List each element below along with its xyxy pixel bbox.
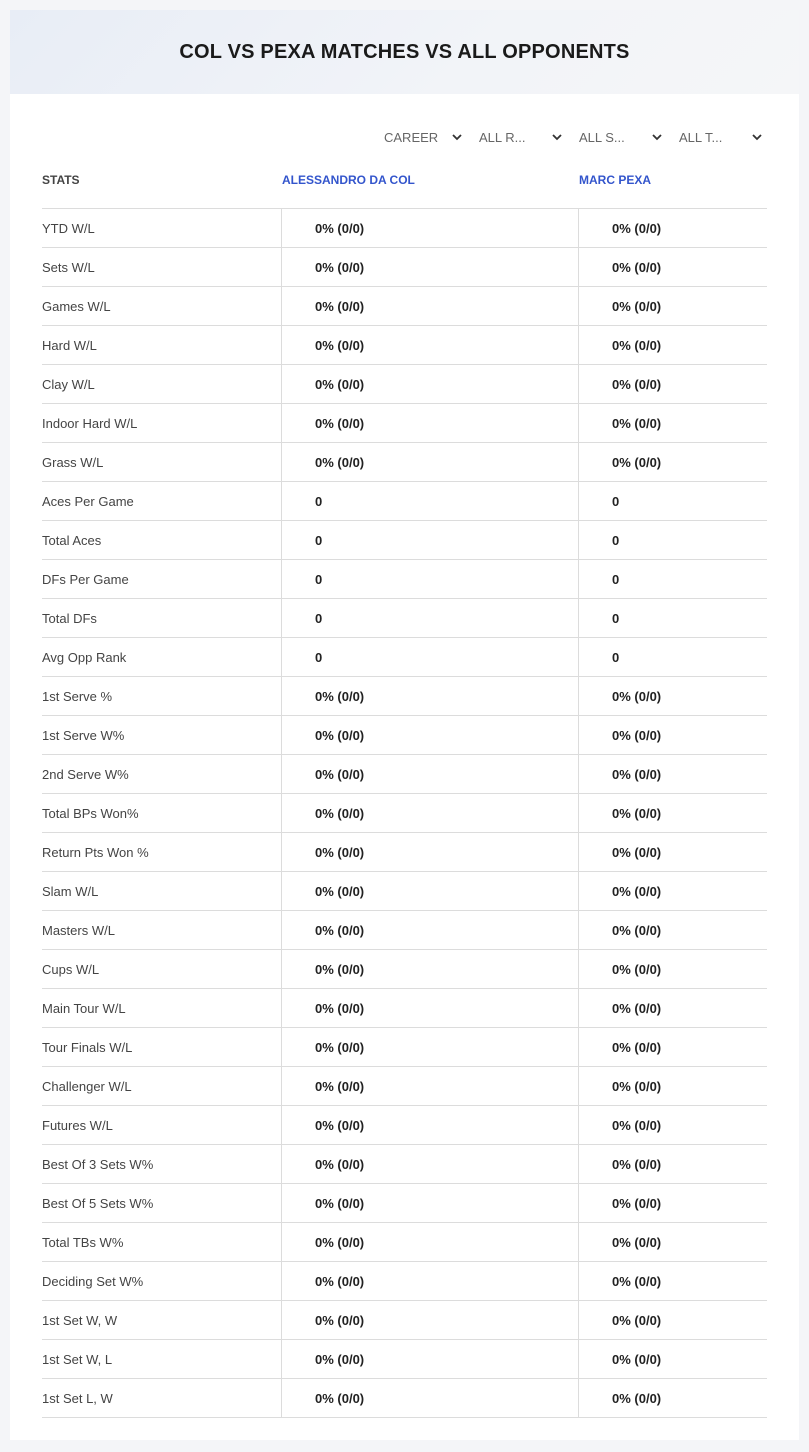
player2-stat-value: 0% (0/0) [578,248,767,286]
table-row [42,1301,767,1340]
table-row [42,1262,767,1301]
stat-label: Deciding Set W% [42,1274,144,1289]
player2-stat-value: 0% (0/0) [578,1379,767,1417]
stat-label: Clay W/L [42,377,95,392]
stat-label: Tour Finals W/L [42,1040,133,1055]
player1-stat-value: 0% (0/0) [281,443,578,481]
player2-stat-value: 0% (0/0) [578,1067,767,1105]
player2-stat-value: 0% (0/0) [578,950,767,988]
player1-stat-value: 0% (0/0) [281,1379,578,1417]
table-row [42,560,767,599]
table-row [42,1379,767,1418]
filter-period-select[interactable] [384,124,464,150]
player1-stat-value: 0% (0/0) [281,755,578,793]
filter-bar [10,124,799,150]
player1-stat-value: 0% (0/0) [281,872,578,910]
player1-stat-value: 0% (0/0) [281,1028,578,1066]
table-row [42,911,767,950]
table-row [42,326,767,365]
player1-stat-value: 0% (0/0) [281,911,578,949]
player2-stat-value: 0 [578,638,767,676]
card-header [10,10,799,94]
table-row [42,1106,767,1145]
player1-stat-value: 0% (0/0) [281,209,578,247]
player1-stat-value: 0% (0/0) [281,1262,578,1300]
chevron-down-icon [452,134,464,141]
player1-stat-value: 0 [281,599,578,637]
stat-label: 1st Set L, W [42,1391,113,1406]
player1-stat-value: 0% (0/0) [281,404,578,442]
player1-stat-value: 0% (0/0) [281,950,578,988]
stat-label: 1st Set W, L [42,1352,113,1367]
stat-label: 1st Serve % [42,689,113,704]
table-row [42,1067,767,1106]
player1-stat-value: 0% (0/0) [281,989,578,1027]
player1-stat-value: 0 [281,638,578,676]
stat-label: Indoor Hard W/L [42,416,138,431]
player1-stat-value: 0% (0/0) [281,677,578,715]
stat-label: YTD W/L [42,221,95,236]
player2-stat-value: 0% (0/0) [578,989,767,1027]
stat-label: Avg Opp Rank [42,650,127,665]
player1-stat-value: 0% (0/0) [281,1106,578,1144]
stats-card [10,10,799,1440]
player2-stat-value: 0 [578,521,767,559]
table-row [42,1145,767,1184]
player2-stat-value: 0% (0/0) [578,833,767,871]
table-row [42,716,767,755]
stat-label: Games W/L [42,299,111,314]
table-row [42,521,767,560]
player2-stat-value: 0% (0/0) [578,1340,767,1378]
stat-label: Total Aces [42,533,102,548]
player1-stat-value: 0% (0/0) [281,1184,578,1222]
chevron-down-icon [652,134,664,141]
table-row [42,833,767,872]
filter-round-select[interactable] [479,124,564,150]
filter-surface-select[interactable] [579,124,664,150]
player2-stat-value: 0% (0/0) [578,287,767,325]
player1-stat-value: 0% (0/0) [281,1145,578,1183]
stat-label: DFs Per Game [42,572,129,587]
stat-label: Aces Per Game [42,494,134,509]
player2-stat-value: 0% (0/0) [578,1028,767,1066]
stat-label: Sets W/L [42,260,95,275]
stat-label: Slam W/L [42,884,99,899]
player2-stat-value: 0% (0/0) [578,209,767,247]
player2-stat-value: 0% (0/0) [578,1223,767,1261]
table-row [42,287,767,326]
player1-stat-value: 0% (0/0) [281,833,578,871]
stat-label: Futures W/L [42,1118,113,1133]
stat-label: Total BPs Won% [42,806,139,821]
table-row [42,482,767,521]
table-row [42,365,767,404]
player1-stat-value: 0% (0/0) [281,287,578,325]
table-row [42,989,767,1028]
filter-round-value: ALL R... [479,129,526,145]
table-row [42,677,767,716]
filter-surface-value: ALL S... [579,129,625,145]
player2-stat-value: 0% (0/0) [578,794,767,832]
filter-tournament-select[interactable] [679,124,764,150]
table-row [42,794,767,833]
stat-label: Main Tour W/L [42,1001,126,1016]
table-row [42,638,767,677]
player2-stat-value: 0% (0/0) [578,1145,767,1183]
player2-stat-value: 0% (0/0) [578,1184,767,1222]
table-header [42,170,767,208]
player1-stat-value: 0 [281,482,578,520]
player2-stat-value: 0% (0/0) [578,1262,767,1300]
chevron-down-icon [752,134,764,141]
stat-label: Grass W/L [42,455,104,470]
stat-label: 2nd Serve W% [42,767,129,782]
table-row [42,1184,767,1223]
player2-stat-value: 0% (0/0) [578,365,767,403]
stat-label: Cups W/L [42,962,100,977]
player1-link[interactable]: ALESSANDRO DA COL [282,173,415,187]
stat-label: Best Of 5 Sets W% [42,1196,154,1211]
player2-stat-value: 0 [578,599,767,637]
player2-stat-value: 0 [578,560,767,598]
table-row [42,1223,767,1262]
filter-period-value: CAREER [384,129,439,145]
player1-stat-value: 0% (0/0) [281,326,578,364]
player1-stat-value: 0% (0/0) [281,248,578,286]
table-row [42,443,767,482]
table-row [42,755,767,794]
player2-stat-value: 0% (0/0) [578,755,767,793]
stat-label: 1st Serve W% [42,728,125,743]
player2-stat-value: 0 [578,482,767,520]
player1-stat-value: 0 [281,560,578,598]
player1-stat-value: 0% (0/0) [281,794,578,832]
stat-label: Best Of 3 Sets W% [42,1157,154,1172]
player2-stat-value: 0% (0/0) [578,443,767,481]
table-row [42,872,767,911]
player2-stat-value: 0% (0/0) [578,677,767,715]
player2-stat-value: 0% (0/0) [578,1301,767,1339]
player2-stat-value: 0% (0/0) [578,911,767,949]
page-title: COL VS PEXA MATCHES VS ALL OPPONENTS [179,40,630,63]
player2-stat-value: 0% (0/0) [578,1106,767,1144]
player2-stat-value: 0% (0/0) [578,326,767,364]
column-header-stats: STATS [42,173,80,187]
table-row [42,599,767,638]
chevron-down-icon [552,134,564,141]
table-row [42,404,767,443]
stat-label: Challenger W/L [42,1079,132,1094]
player1-stat-value: 0 [281,521,578,559]
stat-label: Return Pts Won % [42,845,149,860]
table-row [42,950,767,989]
player1-stat-value: 0% (0/0) [281,716,578,754]
table-row [42,248,767,287]
filter-tournament-value: ALL T... [679,129,723,145]
player1-stat-value: 0% (0/0) [281,365,578,403]
stat-label: Hard W/L [42,338,97,353]
player1-stat-value: 0% (0/0) [281,1223,578,1261]
stat-label: Total DFs [42,611,97,626]
player1-stat-value: 0% (0/0) [281,1067,578,1105]
stat-label: Masters W/L [42,923,115,938]
player1-stat-value: 0% (0/0) [281,1301,578,1339]
player2-stat-value: 0% (0/0) [578,872,767,910]
player2-stat-value: 0% (0/0) [578,404,767,442]
table-row [42,1340,767,1379]
table-row [42,209,767,248]
player2-link[interactable]: MARC PEXA [579,173,652,187]
stat-label: Total TBs W% [42,1235,124,1250]
player1-stat-value: 0% (0/0) [281,1340,578,1378]
stat-label: 1st Set W, W [42,1313,118,1328]
stats-table [42,208,767,1418]
table-row [42,1028,767,1067]
player2-stat-value: 0% (0/0) [578,716,767,754]
